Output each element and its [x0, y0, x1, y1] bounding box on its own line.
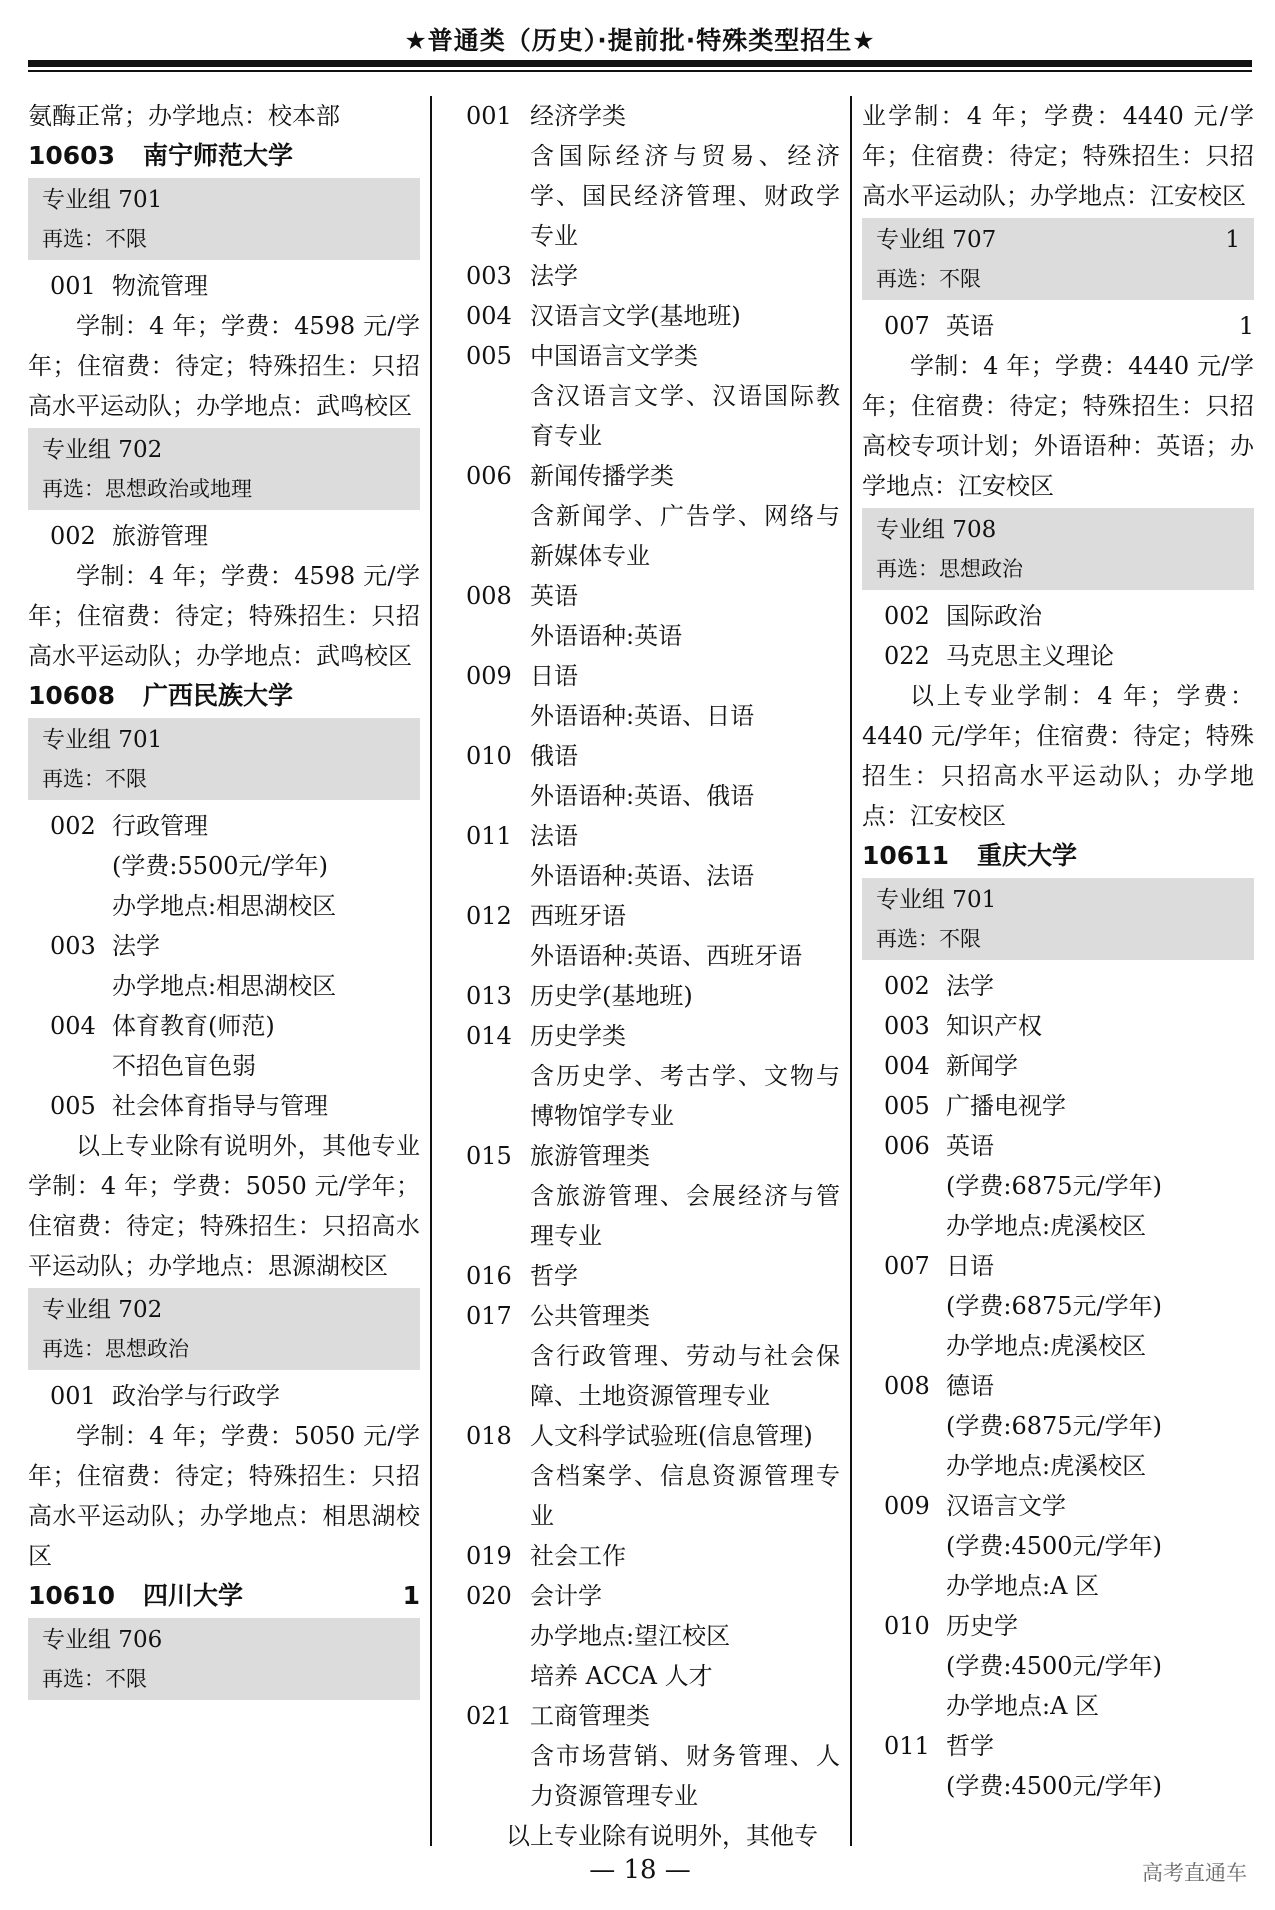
major-row	[28, 1006, 420, 1046]
major-code: 001	[50, 1382, 96, 1410]
major-row	[458, 1016, 840, 1056]
major-name: 广播电视学	[946, 1092, 1066, 1120]
major-name: 法语	[530, 822, 578, 850]
major-detail: 外语语种:英语、日语	[530, 702, 755, 730]
column-2	[458, 96, 840, 1856]
major-code: 007	[884, 1252, 930, 1280]
major-code: 022	[884, 642, 930, 670]
major-row	[862, 1606, 1254, 1646]
group-title: 专业组 701	[42, 187, 163, 213]
major-code: 008	[884, 1372, 930, 1400]
major-code: 003	[50, 932, 96, 960]
major-name: 汉语言文学	[946, 1492, 1066, 1520]
major-name: 国际政治	[946, 602, 1042, 630]
university-heading	[28, 1576, 420, 1616]
major-code: 014	[466, 1022, 512, 1050]
major-detail: 办学地点:相思湖校区	[112, 972, 337, 1000]
major-code: 004	[884, 1052, 930, 1080]
major-detail: (学费:6875元/学年)	[946, 1292, 1162, 1320]
major-code: 009	[884, 1492, 930, 1520]
major-row	[458, 1536, 840, 1576]
major-count: 1	[1238, 312, 1254, 340]
major-row	[862, 306, 1254, 346]
major-group-box	[862, 218, 1254, 300]
major-code: 012	[466, 902, 512, 930]
page-number: — 18 —	[589, 1855, 691, 1885]
major-list	[458, 96, 840, 1816]
major-name: 马克思主义理论	[946, 642, 1114, 670]
group-subject: 再选：不限	[876, 927, 981, 951]
major-detail: 办学地点:相思湖校区	[112, 892, 337, 920]
major-name: 人文科学试验班(信息管理)	[530, 1422, 813, 1450]
major-name: 政治学与行政学	[112, 1382, 280, 1410]
major-row	[458, 896, 840, 936]
column-3	[862, 96, 1254, 1806]
major-list	[862, 966, 1254, 1806]
group-subject: 再选：不限	[42, 1667, 147, 1691]
major-row	[458, 1696, 840, 1736]
group-subject: 再选：思想政治	[876, 557, 1023, 581]
major-detail: 含档案学、信息资源管理专业	[530, 1462, 840, 1530]
major-name: 物流管理	[112, 272, 208, 300]
university-code: 10608	[28, 681, 115, 710]
major-row	[458, 1576, 840, 1616]
major-row	[862, 966, 1254, 1006]
major-code: 011	[884, 1732, 930, 1760]
major-row	[862, 1366, 1254, 1406]
major-detail: 培养 ACCA 人才	[530, 1662, 713, 1690]
major-name: 哲学	[946, 1732, 994, 1760]
major-name: 新闻学	[946, 1052, 1018, 1080]
major-name: 西班牙语	[530, 902, 626, 930]
group-title: 专业组 702	[42, 1297, 163, 1323]
major-note: 学制：4 年；学费：5050 元/学年；住宿费：待定；特殊招生：只招高水平运动队；办学地点：相思湖校区	[28, 1422, 420, 1570]
major-name: 日语	[530, 662, 578, 690]
major-name: 英语	[530, 582, 578, 610]
group-subject: 再选：不限	[876, 267, 981, 291]
major-row	[28, 806, 420, 846]
major-name: 知识产权	[946, 1012, 1042, 1040]
major-row	[458, 736, 840, 776]
major-detail: (学费:5500元/学年)	[112, 852, 328, 880]
major-group-box	[28, 1288, 420, 1370]
header-rule-thin	[28, 70, 1252, 72]
major-code: 015	[466, 1142, 512, 1170]
major-group-box	[28, 1618, 420, 1700]
major-code: 003	[884, 1012, 930, 1040]
major-code: 008	[466, 582, 512, 610]
group-note: 以上专业学制：4 年；学费：4440 元/学年；住宿费：待定；特殊招生：只招高水平运动队；办学地点：江安校区	[862, 682, 1254, 830]
major-name: 公共管理类	[530, 1302, 650, 1330]
group-subject: 再选：思想政治	[42, 1337, 189, 1361]
major-row	[862, 636, 1254, 676]
major-code: 005	[884, 1092, 930, 1120]
major-row	[862, 596, 1254, 636]
major-row	[458, 1416, 840, 1456]
major-name: 德语	[946, 1372, 994, 1400]
major-row	[458, 1296, 840, 1336]
major-code: 009	[466, 662, 512, 690]
major-note: 学制：4 年；学费：4598 元/学年；住宿费：待定；特殊招生：只招高水平运动队；办学地点：武鸣校区	[28, 312, 420, 420]
major-code: 013	[466, 982, 512, 1010]
university-name: 南宁师范大学	[142, 141, 293, 170]
major-name: 英语	[946, 312, 994, 340]
group-subject: 再选：不限	[42, 767, 147, 791]
major-row	[458, 976, 840, 1016]
major-name: 哲学	[530, 1262, 578, 1290]
major-detail: 办学地点:望江校区	[530, 1622, 731, 1650]
continued-text: 氨酶正常；办学地点：校本部	[28, 102, 340, 130]
major-group-box	[28, 178, 420, 260]
major-name: 会计学	[530, 1582, 602, 1610]
major-detail: 办学地点:虎溪校区	[946, 1332, 1147, 1360]
group-count: 1	[1225, 227, 1240, 253]
major-group-box	[862, 508, 1254, 590]
major-code: 004	[466, 302, 512, 330]
university-name: 重庆大学	[976, 841, 1077, 870]
major-row	[458, 256, 840, 296]
major-code: 006	[466, 462, 512, 490]
major-detail: 办学地点:A 区	[946, 1692, 1100, 1720]
major-row	[862, 1486, 1254, 1526]
group-title: 专业组 708	[876, 517, 997, 543]
major-code: 018	[466, 1422, 512, 1450]
group-title: 专业组 706	[42, 1627, 163, 1653]
university-heading	[28, 136, 420, 176]
major-name: 新闻传播学类	[530, 462, 674, 490]
major-name: 法学	[530, 262, 578, 290]
university-name: 四川大学	[142, 1581, 243, 1610]
university-code: 10610	[28, 1581, 115, 1610]
major-detail: (学费:4500元/学年)	[946, 1652, 1162, 1680]
major-detail: (学费:4500元/学年)	[946, 1772, 1162, 1800]
major-detail: 外语语种:英语、西班牙语	[530, 942, 803, 970]
group-note: 以上专业除有说明外，其他专业学制：4 年；学费：5050 元/学年；住宿费：待定；特殊招生：只招高水平运动队；办学地点：思源湖校区	[28, 1132, 420, 1280]
major-group-box	[28, 718, 420, 800]
major-detail: (学费:6875元/学年)	[946, 1412, 1162, 1440]
page-header: ★普通类（历史）·提前批·特殊类型招生★	[404, 26, 876, 55]
university-name: 广西民族大学	[142, 681, 293, 710]
major-row	[862, 1246, 1254, 1286]
major-code: 001	[466, 102, 512, 130]
major-row	[28, 1376, 420, 1416]
major-row	[458, 1256, 840, 1296]
major-code: 006	[884, 1132, 930, 1160]
major-detail: 含汉语言文学、汉语国际教育专业	[530, 382, 840, 450]
major-row	[458, 336, 840, 376]
major-row	[458, 576, 840, 616]
major-row	[458, 656, 840, 696]
major-name: 旅游管理类	[530, 1142, 650, 1170]
major-name: 日语	[946, 1252, 994, 1280]
major-detail: 办学地点:A 区	[946, 1572, 1100, 1600]
column-divider	[430, 96, 432, 1846]
major-note: 学制：4 年；学费：4440 元/学年；住宿费：待定；特殊招生：只招高校专项计划；外语语种：英语；办学地点：江安校区	[862, 352, 1254, 500]
major-row	[862, 1726, 1254, 1766]
major-name: 汉语言文学(基地班)	[530, 302, 741, 330]
major-row	[862, 1046, 1254, 1086]
group-note: 以上专业除有说明外，其他专	[506, 1822, 818, 1850]
major-row	[28, 1086, 420, 1126]
major-code: 001	[50, 272, 96, 300]
group-subject: 再选：思想政治或地理	[42, 477, 252, 501]
continued-text: 业学制：4 年；学费：4440 元/学年；住宿费：待定；特殊招生：只招高水平运动队；办学地点：江安校区	[862, 102, 1254, 210]
major-code: 017	[466, 1302, 512, 1330]
major-row	[28, 516, 420, 556]
major-code: 005	[50, 1092, 96, 1120]
major-detail: 含行政管理、劳动与社会保障、土地资源管理专业	[530, 1342, 840, 1410]
brand-watermark: 高考直通车	[1142, 1861, 1247, 1885]
major-name: 法学	[946, 972, 994, 1000]
major-name: 法学	[112, 932, 160, 960]
major-detail: 含旅游管理、会展经济与管理专业	[530, 1182, 840, 1250]
major-detail: 办学地点:虎溪校区	[946, 1212, 1147, 1240]
major-name: 社会工作	[530, 1542, 626, 1570]
major-code: 002	[884, 602, 930, 630]
major-code: 002	[50, 812, 96, 840]
major-row	[458, 96, 840, 136]
group-subject: 再选：不限	[42, 227, 147, 251]
major-row	[458, 456, 840, 496]
major-row	[862, 1006, 1254, 1046]
major-code: 005	[466, 342, 512, 370]
major-code: 007	[884, 312, 930, 340]
major-name: 社会体育指导与管理	[112, 1092, 328, 1120]
major-name: 工商管理类	[530, 1702, 650, 1730]
major-detail: 不招色盲色弱	[112, 1052, 256, 1080]
major-name: 中国语言文学类	[530, 342, 698, 370]
group-title: 专业组 701	[42, 727, 163, 753]
column-1	[28, 96, 420, 1706]
major-name: 历史学类	[530, 1022, 626, 1050]
major-code: 010	[884, 1612, 930, 1640]
major-code: 011	[466, 822, 512, 850]
major-row	[28, 266, 420, 306]
major-name: 历史学(基地班)	[530, 982, 693, 1010]
major-name: 经济学类	[530, 102, 626, 130]
major-row	[458, 296, 840, 336]
major-row	[458, 816, 840, 856]
major-code: 010	[466, 742, 512, 770]
major-detail: (学费:6875元/学年)	[946, 1172, 1162, 1200]
major-group-box	[862, 878, 1254, 960]
header-rule-thick	[28, 60, 1252, 67]
group-title: 专业组 702	[42, 437, 163, 463]
major-code: 002	[50, 522, 96, 550]
major-code: 019	[466, 1542, 512, 1570]
major-name: 历史学	[946, 1612, 1018, 1640]
major-code: 004	[50, 1012, 96, 1040]
group-title: 专业组 707	[876, 227, 997, 253]
major-code: 016	[466, 1262, 512, 1290]
major-detail: 含历史学、考古学、文物与博物馆学专业	[530, 1062, 840, 1130]
major-detail: 外语语种:英语、俄语	[530, 782, 755, 810]
major-detail: 含国际经济与贸易、经济学、国民经济管理、财政学专业	[530, 142, 840, 250]
university-heading	[862, 836, 1254, 876]
major-detail: 外语语种:英语、法语	[530, 862, 755, 890]
major-name: 体育教育(师范)	[112, 1012, 275, 1040]
major-note: 学制：4 年；学费：4598 元/学年；住宿费：待定；特殊招生：只招高水平运动队；办学地点：武鸣校区	[28, 562, 420, 670]
major-code: 002	[884, 972, 930, 1000]
university-heading	[28, 676, 420, 716]
major-name: 行政管理	[112, 812, 208, 840]
major-detail: 含新闻学、广告学、网络与新媒体专业	[530, 502, 840, 570]
major-code: 020	[466, 1582, 512, 1610]
major-row	[458, 1136, 840, 1176]
major-row	[862, 1126, 1254, 1166]
university-code: 10603	[28, 141, 115, 170]
major-row	[862, 1086, 1254, 1126]
group-title: 专业组 701	[876, 887, 997, 913]
major-detail: 办学地点:虎溪校区	[946, 1452, 1147, 1480]
university-code: 10611	[862, 841, 949, 870]
major-name: 旅游管理	[112, 522, 208, 550]
university-count: 1	[402, 1581, 420, 1610]
major-group-box	[28, 428, 420, 510]
major-name: 俄语	[530, 742, 578, 770]
major-code: 021	[466, 1702, 512, 1730]
major-row	[28, 926, 420, 966]
major-detail: (学费:4500元/学年)	[946, 1532, 1162, 1560]
major-detail: 外语语种:英语	[530, 622, 683, 650]
column-divider	[850, 96, 852, 1846]
major-name: 英语	[946, 1132, 994, 1160]
major-code: 003	[466, 262, 512, 290]
major-detail: 含市场营销、财务管理、人力资源管理专业	[530, 1742, 840, 1810]
